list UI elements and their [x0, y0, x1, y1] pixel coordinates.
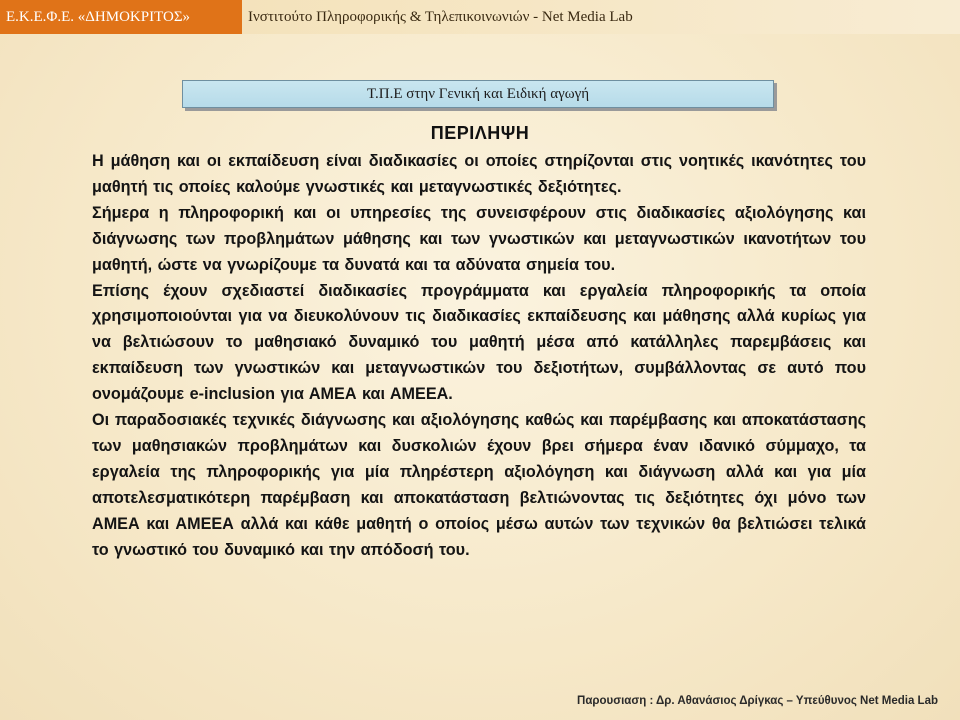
paragraph: Επίσης έχουν σχεδιαστεί διαδικασίες προγράμματα και εργαλεία πληροφορικής τα οποία χρησιμοποιούνται για να διευκολύνουν τις διαδικασίες εκπαίδευσης και μάθησης αλλά κυρίως για να βελτιώσουν το μαθησιακό δυναμικό του μαθητή μέσα από κατάλληλες παρεμβάσεις και εκπαίδευση των γνωστικών και μεταγνωστικών του δεξιοτήτων, συμβάλλοντας σε αυτό που ονομάζουμε e-inclusion για ΑΜΕΑ και ΑΜΕΕΑ.: [92, 281, 866, 404]
paragraph: Σήμερα η πληροφορική και οι υπηρεσίες της συνεισφέρουν στις διαδικασίες αξιολόγησης και διάγνωσης των προβλημάτων μάθησης και των γνωστικών και μεταγνωστικών ικανοτήτων του μαθητή, ώστε να γνωρίζουμε τα δυνατά και τα αδύνατα σημεία του.: [92, 203, 866, 274]
paragraph: Οι παραδοσιακές τεχνικές διάγνωσης και αξιολόγησης καθώς και παρέμβασης και αποκατάστασης των μαθησιακών προβλημάτων και δυσκολιών έχουν βρει σήμερα έναν ιδανικό σύμμαχο, τα εργαλεία της πληροφορικής για μία πληρέστερη αξιολόγηση και διάγνωση αλλά και για μία αποτελεσματικότερη παρέμβαση και αποκατάσταση βελτιώνοντας τις δεξιότητες όχι μόνο των ΑΜΕΑ και ΑΜΕΕΑ αλλά και κάθε μαθητή ο οποίος μέσω αυτών των τεχνικών θα βελτιώσει τελικά το γνωστικό του δυναμικό και την απόδοσή του.: [92, 411, 866, 559]
header-bar: [0, 0, 960, 34]
paragraph: Η μάθηση και οι εκπαίδευση είναι διαδικασίες οι οποίες στηρίζονται στις νοητικές ικανότητες του μαθητή τις οποίες καλούμε γνωστικές και μεταγνωστικές δεξιότητες.: [92, 152, 866, 196]
summary-heading: ΠΕΡΙΛΗΨΗ: [430, 123, 530, 143]
institute-label: Ινστιτούτο Πληροφορικής & Τηλεπικοινωνιών - Net Media Lab: [248, 8, 633, 25]
presenter-credit: Παρουσιαση : Δρ. Αθανάσιος Δρίγκας – Υπεύθυνος Net Media Lab: [577, 695, 938, 707]
summary-body: [92, 149, 866, 564]
organization-label: Ε.Κ.Ε.Φ.Ε. «ΔΗΜΟΚΡΙΤΟΣ»: [0, 0, 242, 34]
slide-title: Τ.Π.Ε στην Γενική και Ειδική αγωγή: [182, 80, 774, 108]
